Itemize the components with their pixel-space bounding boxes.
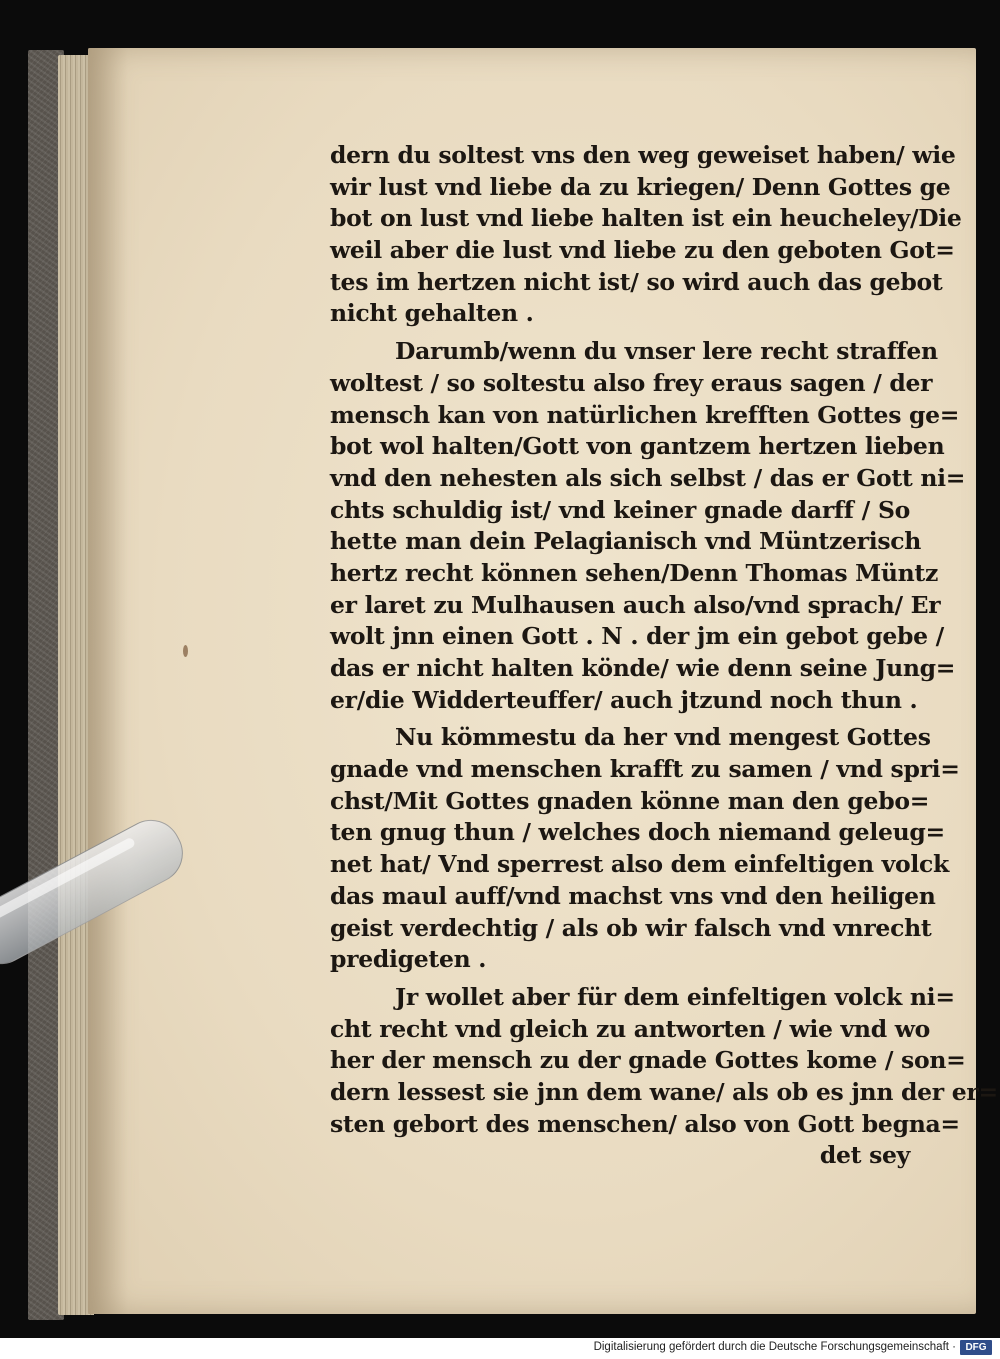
text-line: woltest / so soltestu also frey eraus sagen / der: [330, 368, 933, 397]
text-line: Jr wollet aber für dem einfeltigen volck ni=: [395, 982, 955, 1011]
text-line: ten gnug thun / welches doch niemand geleug=: [330, 818, 945, 847]
text-line: Nu kömmestu da her vnd mengest Gottes: [395, 723, 931, 752]
text-line: Darumb/wenn du vnser lere recht straffen: [395, 337, 938, 366]
text-line: weil aber die lust vnd liebe zu den geboten Got=: [330, 236, 955, 265]
text-line: net hat/ Vnd sperrest also dem einfeltigen volck: [330, 850, 950, 879]
text-line: chst/Mit Gottes gnaden könne man den gebo=: [330, 786, 930, 815]
text-line: bot wol halten/Gott von gantzem hertzen lieben: [330, 432, 945, 461]
text-line: geist verdechtig / als ob wir falsch vnd vnrecht: [330, 913, 932, 942]
text-line: das maul auff/vnd machst vns vnd den heiligen: [330, 881, 936, 910]
text-line: er/die Widderteuffer/ auch jtzund noch thun .: [330, 685, 918, 714]
text-line: cht recht vnd gleich zu antworten / wie vnd wo: [330, 1014, 931, 1043]
catchword: det sey: [819, 1141, 910, 1170]
text-line: hertz recht können sehen/Denn Thomas Müntz: [330, 558, 939, 587]
text-line: wir lust vnd liebe da zu kriegen/ Denn Gottes ge: [330, 172, 951, 201]
text-line: gnade vnd menschen krafft zu samen / vnd spri=: [330, 755, 960, 784]
page-text: [330, 140, 998, 1172]
text-line: dern du soltest vns den weg geweiset haben/ wie: [330, 141, 956, 169]
funding-credit: Digitalisierung gefördert durch die Deutsche Forschungsgemeinschaft ·: [593, 1341, 956, 1353]
text-line: her der mensch zu der gnade Gottes kome / son=: [330, 1046, 966, 1075]
text-line: sten gebort des menschen/ also von Gott begna=: [330, 1109, 960, 1138]
text-line: das er nicht halten könde/ wie denn seine Jung=: [330, 654, 956, 682]
text-line: mensch kan von natürlichen krefften Gottes ge=: [330, 400, 960, 429]
text-line: tes im hertzen nicht ist/ so wird auch das gebot: [330, 267, 943, 296]
text-line: wolt jnn einen Gott . N . der jm ein gebot gebe /: [330, 622, 944, 651]
dfg-logo-icon: DFG: [960, 1340, 992, 1355]
page-gutter-shadow: [88, 48, 128, 1314]
text-line: predigeten .: [330, 945, 487, 974]
page-stain: [183, 645, 188, 657]
text-line: hette man dein Pelagianisch vnd Müntzerisch: [330, 527, 922, 556]
text-line: vnd den nehesten als sich selbst / das er Gott ni=: [330, 463, 966, 492]
text-line: er laret zu Mulhausen auch also/vnd sprach/ Er: [330, 590, 941, 619]
text-line: bot on lust vnd liebe halten ist ein heucheley/Die: [330, 204, 962, 233]
text-line: nicht gehalten .: [330, 299, 534, 328]
text-line: chts schuldig ist/ vnd keiner gnade darff / So: [330, 495, 910, 524]
text-line: dern lessest sie jnn dem wane/ als ob es jnn der er=: [330, 1077, 998, 1106]
